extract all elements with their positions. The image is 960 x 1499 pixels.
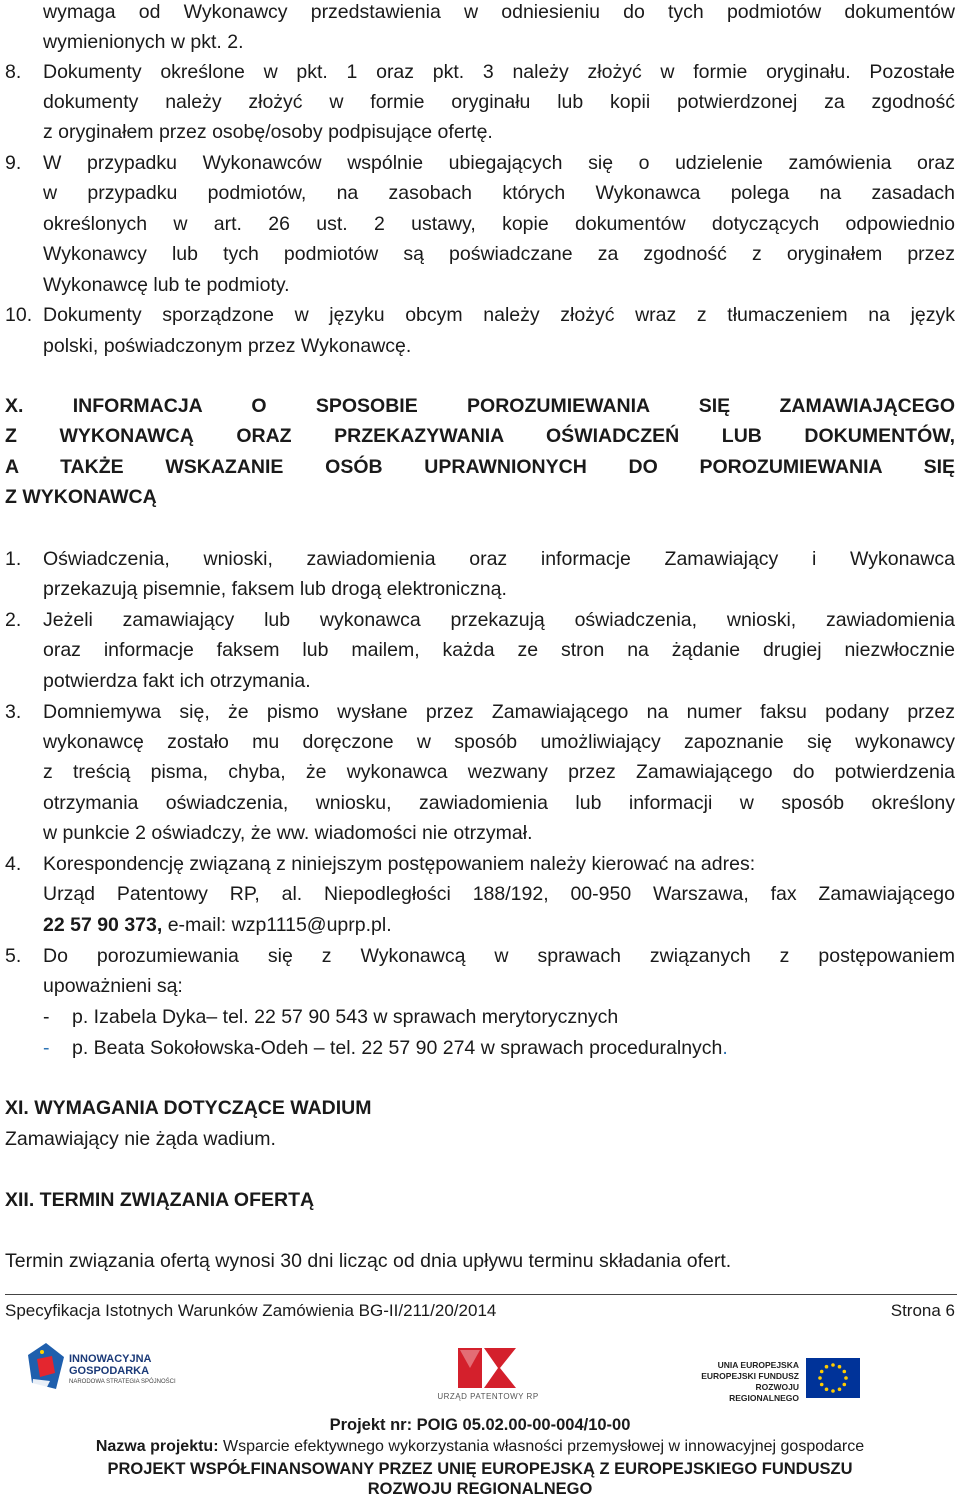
uprp-logo [430, 1346, 546, 1404]
text-line: polski, poświadczonym przez Wykonawcę. [43, 335, 412, 357]
text-line: Do porozumiewania się z Wykonawcą w sprawach związanych z postępowaniem [43, 945, 955, 967]
text-line: w punkcie 2 oświadczy, że ww. wiadomości nie otrzymał. [43, 822, 533, 844]
text-line: dokumenty należy złożyć w formie oryginału lub kopii potwierdzonej za zgodność [43, 91, 955, 113]
list-number: 4. [5, 853, 22, 875]
text-line: Oświadczenia, wnioski, zawiadomienia oraz informacje Zamawiający i Wykonawca [43, 548, 955, 570]
section-heading: XI. WYMAGANIA DOTYCZĄCE WADIUM [5, 1097, 372, 1119]
uprp-emblem-icon [430, 1346, 546, 1394]
text-line: przekazują pisemnie, faksem lub drogą elektroniczną. [43, 578, 507, 600]
project-name-label: Nazwa projektu: [95, 1438, 219, 1455]
text-line: z oryginałem przez osobę/osoby podpisujące ofertę. [43, 121, 493, 143]
project-number: Projekt nr: POIG 05.02.00-00-004/10-00 [329, 1416, 631, 1434]
ig-strategy-text: NARODOWA STRATEGIA SPÓJNOŚCI [69, 1379, 176, 1385]
eu-flag-icon [806, 1358, 860, 1398]
list-number: 10. [5, 304, 33, 326]
contact-line: p. Izabela Dyka– tel. 22 57 90 543 w sprawach merytorycznych [72, 1006, 619, 1028]
ig-name-line2: GOSPODARKA [69, 1365, 150, 1377]
contact-text: p. Beata Sokołowska-Odeh – tel. 22 57 90 274 w sprawach proceduralnych [72, 1037, 723, 1059]
section-heading: X. INFORMACJA O SPOSOBIE POROZUMIEWANIA SIĘ ZAMAWIAJĄCEGO [5, 395, 955, 417]
email-text: e-mail: wzp1115@uprp.pl. [162, 914, 392, 936]
text-line: oraz informacje faksem lub mailem, każda ze stron na żądanie drugiej niezwłocznie [43, 639, 955, 661]
text-line: Zamawiający nie żąda wadium. [5, 1128, 276, 1150]
eu-label-line1: UNIA EUROPEJSKA [717, 1360, 799, 1370]
section-heading: A TAKŻE WSKAZANIE OSÓB UPRAWNIONYCH DO POROZUMIEWANIA SIĘ [5, 456, 955, 478]
text-line: Domniemywa się, że pismo wysłane przez Zamawiającego na numer faksu podany przez [43, 701, 955, 723]
list-number: 1. [5, 548, 22, 570]
footer-divider [5, 1294, 957, 1295]
ig-name-line1: INNOWACYJNA [69, 1353, 152, 1365]
page-number: Strona 6 [890, 1301, 955, 1320]
text-line: wymaga od Wykonawcy przedstawienia w odniesieniu do tych podmiotów dokumentów [43, 1, 955, 23]
text-line: z treścią pisma, chyba, że wykonawca wezwany przez Zamawiającego do potwierdzenia [43, 761, 955, 783]
innowacyjna-gospodarka-logo [28, 1343, 188, 1391]
ig-emblem-icon [28, 1343, 64, 1389]
text-line: Jeżeli zamawiający lub wykonawca przekazują oświadczenia, wnioski, zawiadomienia [43, 609, 955, 631]
cofinancing-line: PROJEKT WSPÓŁFINANSOWANY PRZEZ UNIĘ EUROPEJSKĄ Z EUROPEJSKIEGO FUNDUSZU [107, 1460, 853, 1478]
section-heading: Z WYKONAWCĄ ORAZ PRZEKAZYWANIA OŚWIADCZEŃ LUB DOKUMENTÓW, [5, 425, 955, 447]
text-line: Dokumenty sporządzone w języku obcym należy złożyć wraz z tłumaczeniem na język [43, 304, 955, 326]
section-heading: XII. TERMIN ZWIĄZANIA OFERTĄ [5, 1189, 315, 1211]
contact-period: . [722, 1037, 728, 1059]
list-number: 3. [5, 701, 22, 723]
list-number: 2. [5, 609, 22, 631]
eu-label-line2: EUROPEJSKI FUNDUSZ [701, 1371, 799, 1381]
text-line: określonych w art. 26 ust. 2 ustawy, kopie dokumentów dotyczących odpowiednio [43, 213, 955, 235]
footer-left: Specyfikacja Istotnych Warunków Zamówienia BG-II/211/20/2014 [5, 1301, 497, 1320]
text-line: Termin związania ofertą wynosi 30 dni licząc od dnia upływu terminu składania ofert. [5, 1250, 732, 1272]
project-name-value: Wsparcie efektywnego wykorzystania własności przemysłowej w innowacyjnej gospodarce [218, 1438, 865, 1455]
text-line [43, 910, 955, 940]
text-line: potwierdza fakt ich otrzymania. [43, 670, 311, 692]
cofinancing-line: ROZWOJU REGIONALNEGO [367, 1480, 593, 1498]
list-number: 9. [5, 152, 22, 174]
text-line: upoważnieni są: [43, 975, 183, 997]
text-line: Korespondencję związaną z niniejszym postępowaniem należy kierować na adres: [43, 853, 756, 875]
project-name [0, 1437, 960, 1457]
text-line: Wykonawcę lub te podmioty. [43, 274, 290, 296]
text-line: w przypadku podmiotów, na zasobach których Wykonawca polega na zasadach [43, 182, 955, 204]
fax-number: 22 57 90 373, [43, 914, 163, 936]
eu-logo [684, 1358, 874, 1402]
contact-dash: - [43, 1037, 50, 1059]
text-line: W przypadku Wykonawców wspólnie ubiegających się o udzielenie zamówienia oraz [43, 152, 955, 174]
list-number: 8. [5, 61, 22, 83]
uprp-label: URZĄD PATENTOWY RP [437, 1392, 539, 1401]
contact-dash: - [43, 1006, 50, 1028]
text-line: otrzymania oświadczenia, wniosku, zawiadomienia lub informacji w sposób określony [43, 792, 955, 814]
text-line: Dokumenty określone w pkt. 1 oraz pkt. 3 należy złożyć w formie oryginału. Pozostałe [43, 61, 955, 83]
text-line: wymienionych w pkt. 2. [43, 31, 244, 53]
text-line: Urząd Patentowy RP, al. Niepodległości 188/192, 00-950 Warszawa, fax Zamawiającego [43, 883, 955, 905]
eu-label-line3: ROZWOJU REGIONALNEGO [729, 1382, 799, 1403]
text-line: Wykonawcy lub tych podmiotów są poświadczane za zgodność z oryginałem przez [43, 243, 955, 265]
contact-line [72, 1033, 728, 1063]
text-line: wykonawcę zostało mu doręczone w sposób umożliwiający zapoznanie się wykonawcy [43, 731, 955, 753]
list-number: 5. [5, 945, 22, 967]
section-heading: Z WYKONAWCĄ [5, 486, 157, 508]
